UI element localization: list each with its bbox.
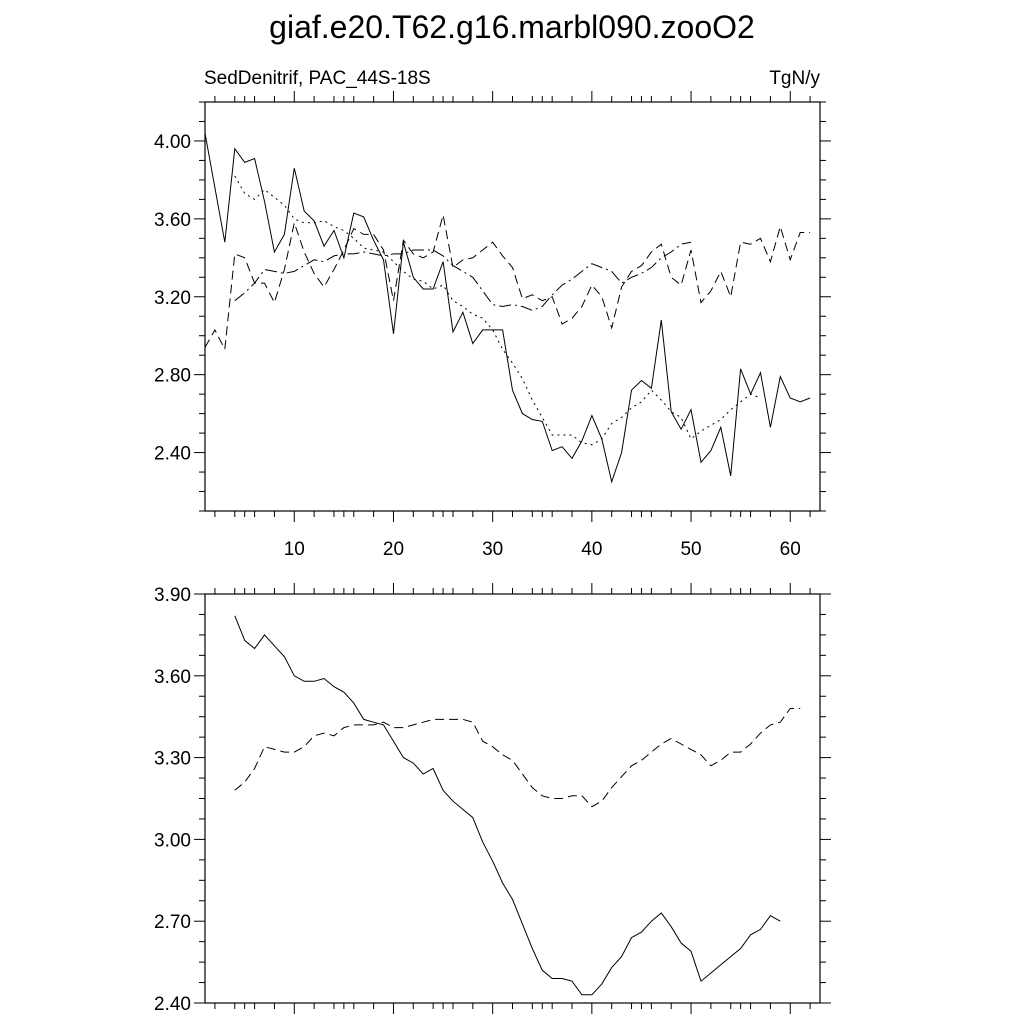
bottom-y-tick-label: 3.60 [154,666,191,688]
top-x-tick-label: 20 [382,539,405,560]
bottom-y-tick-label: 3.30 [154,748,191,770]
top-y-tick-label: 2.40 [154,443,191,465]
top-y-tick-label: 4.00 [154,131,191,153]
bottom-series-solid-line [235,616,781,995]
top-x-tick-label: 40 [581,539,603,560]
bottom-plot-frame [205,594,820,1003]
top-series-dashed-line [205,215,810,349]
bottom-y-tick-label: 3.90 [154,585,191,606]
top-plot-frame [205,102,820,511]
top-series-dashdot-line [235,242,691,310]
bottom-series-dashed-line [235,709,800,807]
top-y-tick-label: 2.80 [154,365,191,387]
top-series-solid-line [205,133,810,482]
top-x-tick-label: 50 [680,539,702,560]
top-panel [154,68,831,560]
bottom-panel [154,583,831,1015]
top-x-tick-label: 10 [283,539,305,560]
top-series-dotted-line [235,176,761,445]
bottom-y-tick-label: 2.70 [154,912,191,934]
bottom-y-tick-label: 3.00 [154,830,191,852]
top-y-tick-label: 3.20 [154,287,191,309]
top-right-units-label: TgN/y [769,68,820,89]
top-x-tick-label: 60 [779,539,801,560]
bottom-y-tick-label: 2.40 [154,994,191,1015]
top-y-tick-label: 3.60 [154,209,191,231]
top-left-label: SedDenitrif, PAC_44S-18S [204,68,431,89]
chart-title: giaf.e20.T62.g16.marbl090.zooO2 [269,9,755,45]
top-x-tick-label: 30 [482,539,504,560]
